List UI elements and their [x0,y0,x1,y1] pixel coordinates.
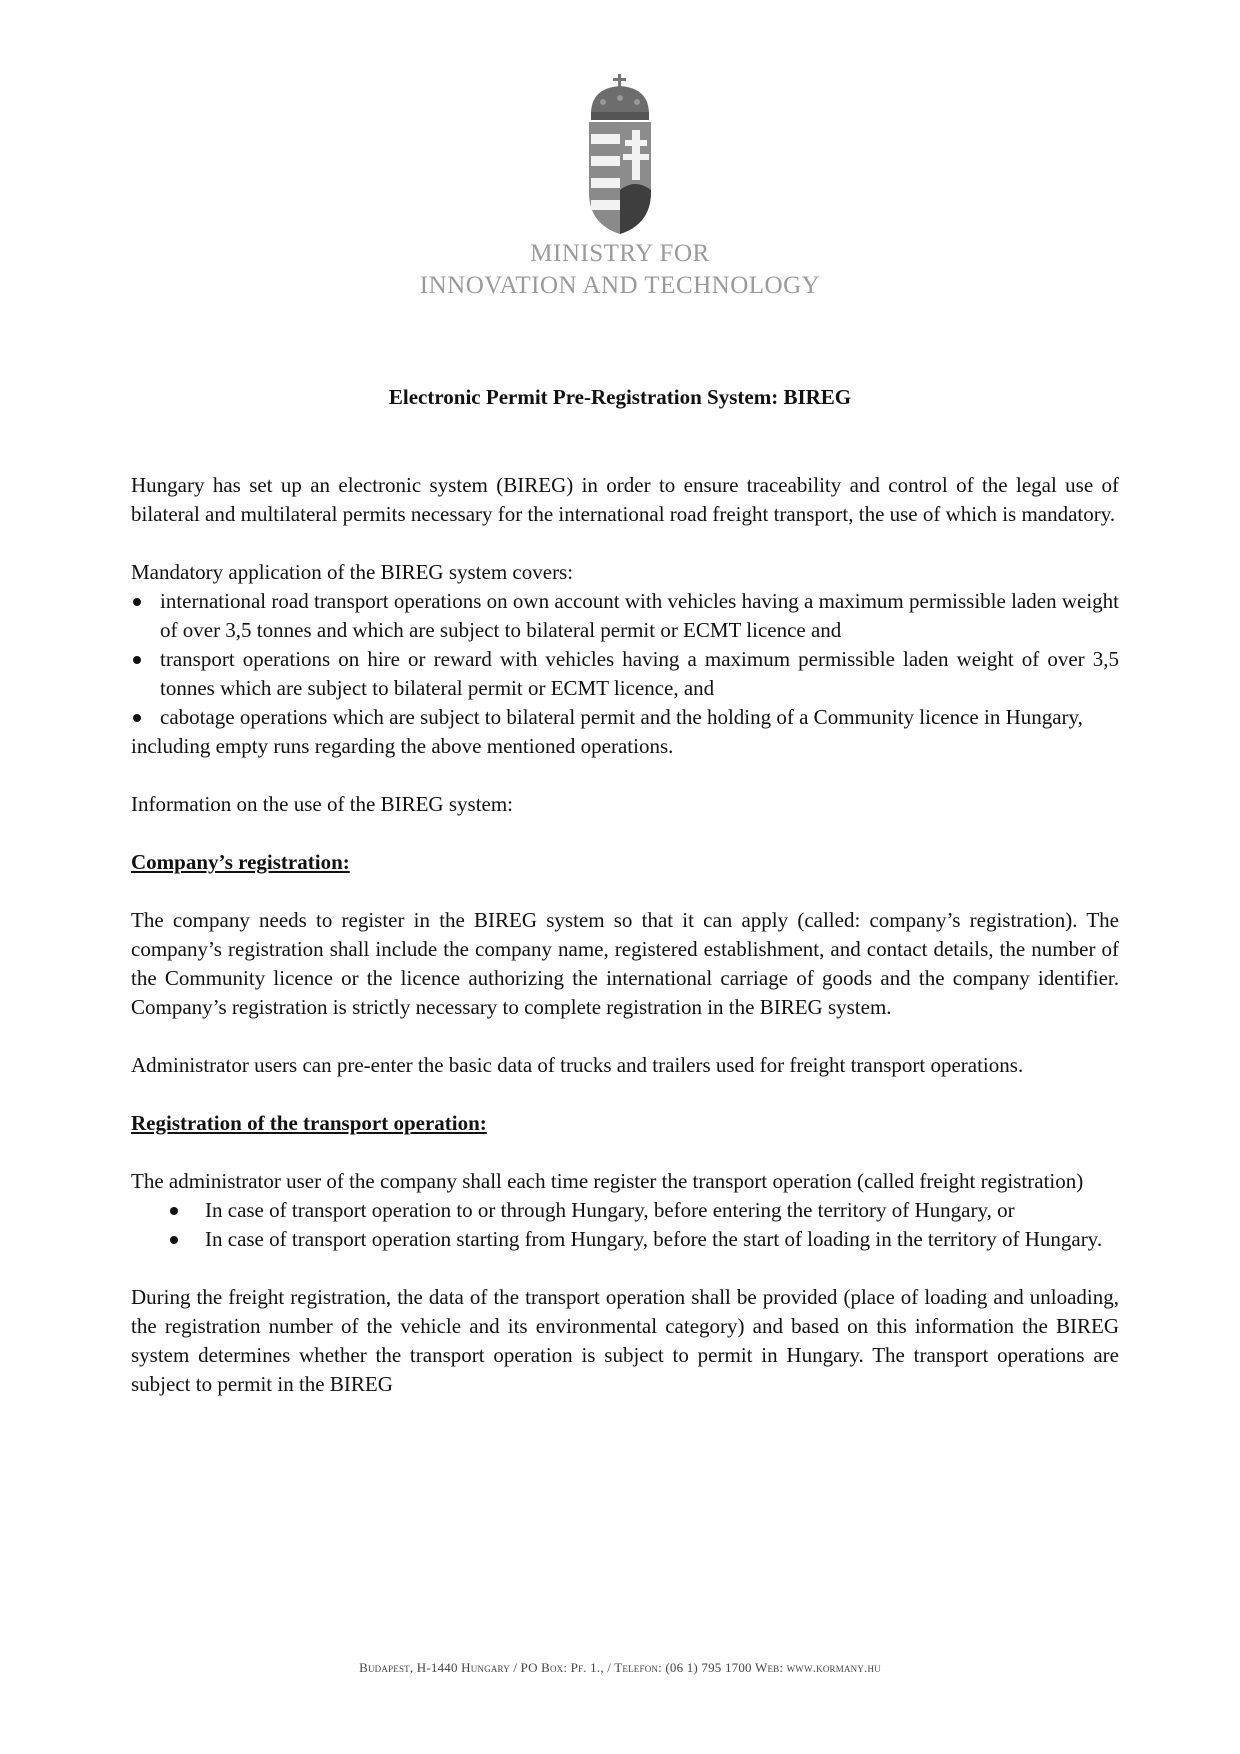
section-heading-company-registration: Company’s registration: [131,850,350,874]
transport-registration-paragraph: The administrator user of the company shall each time register the transport operation (called freight registration) [131,1169,1084,1193]
coverage-list [131,587,1119,732]
info-lead: Information on the use of the BIREG system: [131,792,514,816]
hungarian-coat-of-arms-icon [583,74,657,236]
transport-registration-list [131,1196,1119,1254]
document-body [131,471,1119,1399]
administrator-paragraph: Administrator users can pre-enter the basic data of trucks and trailers used for freight transport operations. [131,1053,1024,1077]
bullet-icon [133,714,141,722]
bullet-icon [170,1207,178,1215]
freight-registration-paragraph: During the freight registration, the data of the transport operation shall be provided (place of loading and unloading, the registration number of the vehicle and its environmental category) and based on this information the BIREG system determines whether the transport operation is subject to permit in Hungary. The transport operations are subject to permit in the BIREG [131,1285,1119,1396]
list-item: cabotage operations which are subject to bilateral permit and the holding of a Community licence in Hungary, [131,703,1119,732]
bullet-icon [133,598,141,606]
ministry-line-1: MINISTRY FOR [530,240,710,267]
bullet-icon [133,656,141,664]
company-registration-paragraph: The company needs to register in the BIREG system so that it can apply (called: company’s registration). The company’s registration shall include the company name, registered establishment, and contact details, the number of the Community licence or the licence authorizing the international carriage of goods and the company identifier. Company’s registration is strictly necessary to complete registration in the BIREG system. [131,908,1119,1019]
list-item: In case of transport operation starting from Hungary, before the start of loading in the territory of Hungary. [131,1225,1119,1254]
bullet-icon [170,1236,178,1244]
coverage-tail: including empty runs regarding the above mentioned operations. [131,734,674,758]
document-title: Electronic Permit Pre-Registration System: BIREG [388,385,852,409]
list-item: transport operations on hire or reward with vehicles having a maximum permissible laden weight of over 3,5 tonnes which are subject to bilateral permit or ECMT licence, and [131,645,1119,703]
section-heading-transport-registration: Registration of the transport operation: [131,1111,487,1135]
page-footer: Budapest, H-1440 Hungary / PO Box: Pf. 1., / Telefon: (06 1) 795 1700 Web: www.kormany.hu [359,1660,881,1675]
intro-paragraph: Hungary has set up an electronic system (BIREG) in order to ensure traceability and control of the legal use of bilateral and multilateral permits necessary for the international road freight transport, the use of which is mandatory. [131,473,1119,526]
coverage-lead: Mandatory application of the BIREG system covers: [131,560,574,584]
list-item: international road transport operations on own account with vehicles having a maximum permissible laden weight of over 3,5 tonnes and which are subject to bilateral permit or ECMT licence and [131,587,1119,645]
ministry-line-2: INNOVATION AND TECHNOLOGY [419,272,821,299]
list-item: In case of transport operation to or through Hungary, before entering the territory of Hungary, or [131,1196,1119,1225]
